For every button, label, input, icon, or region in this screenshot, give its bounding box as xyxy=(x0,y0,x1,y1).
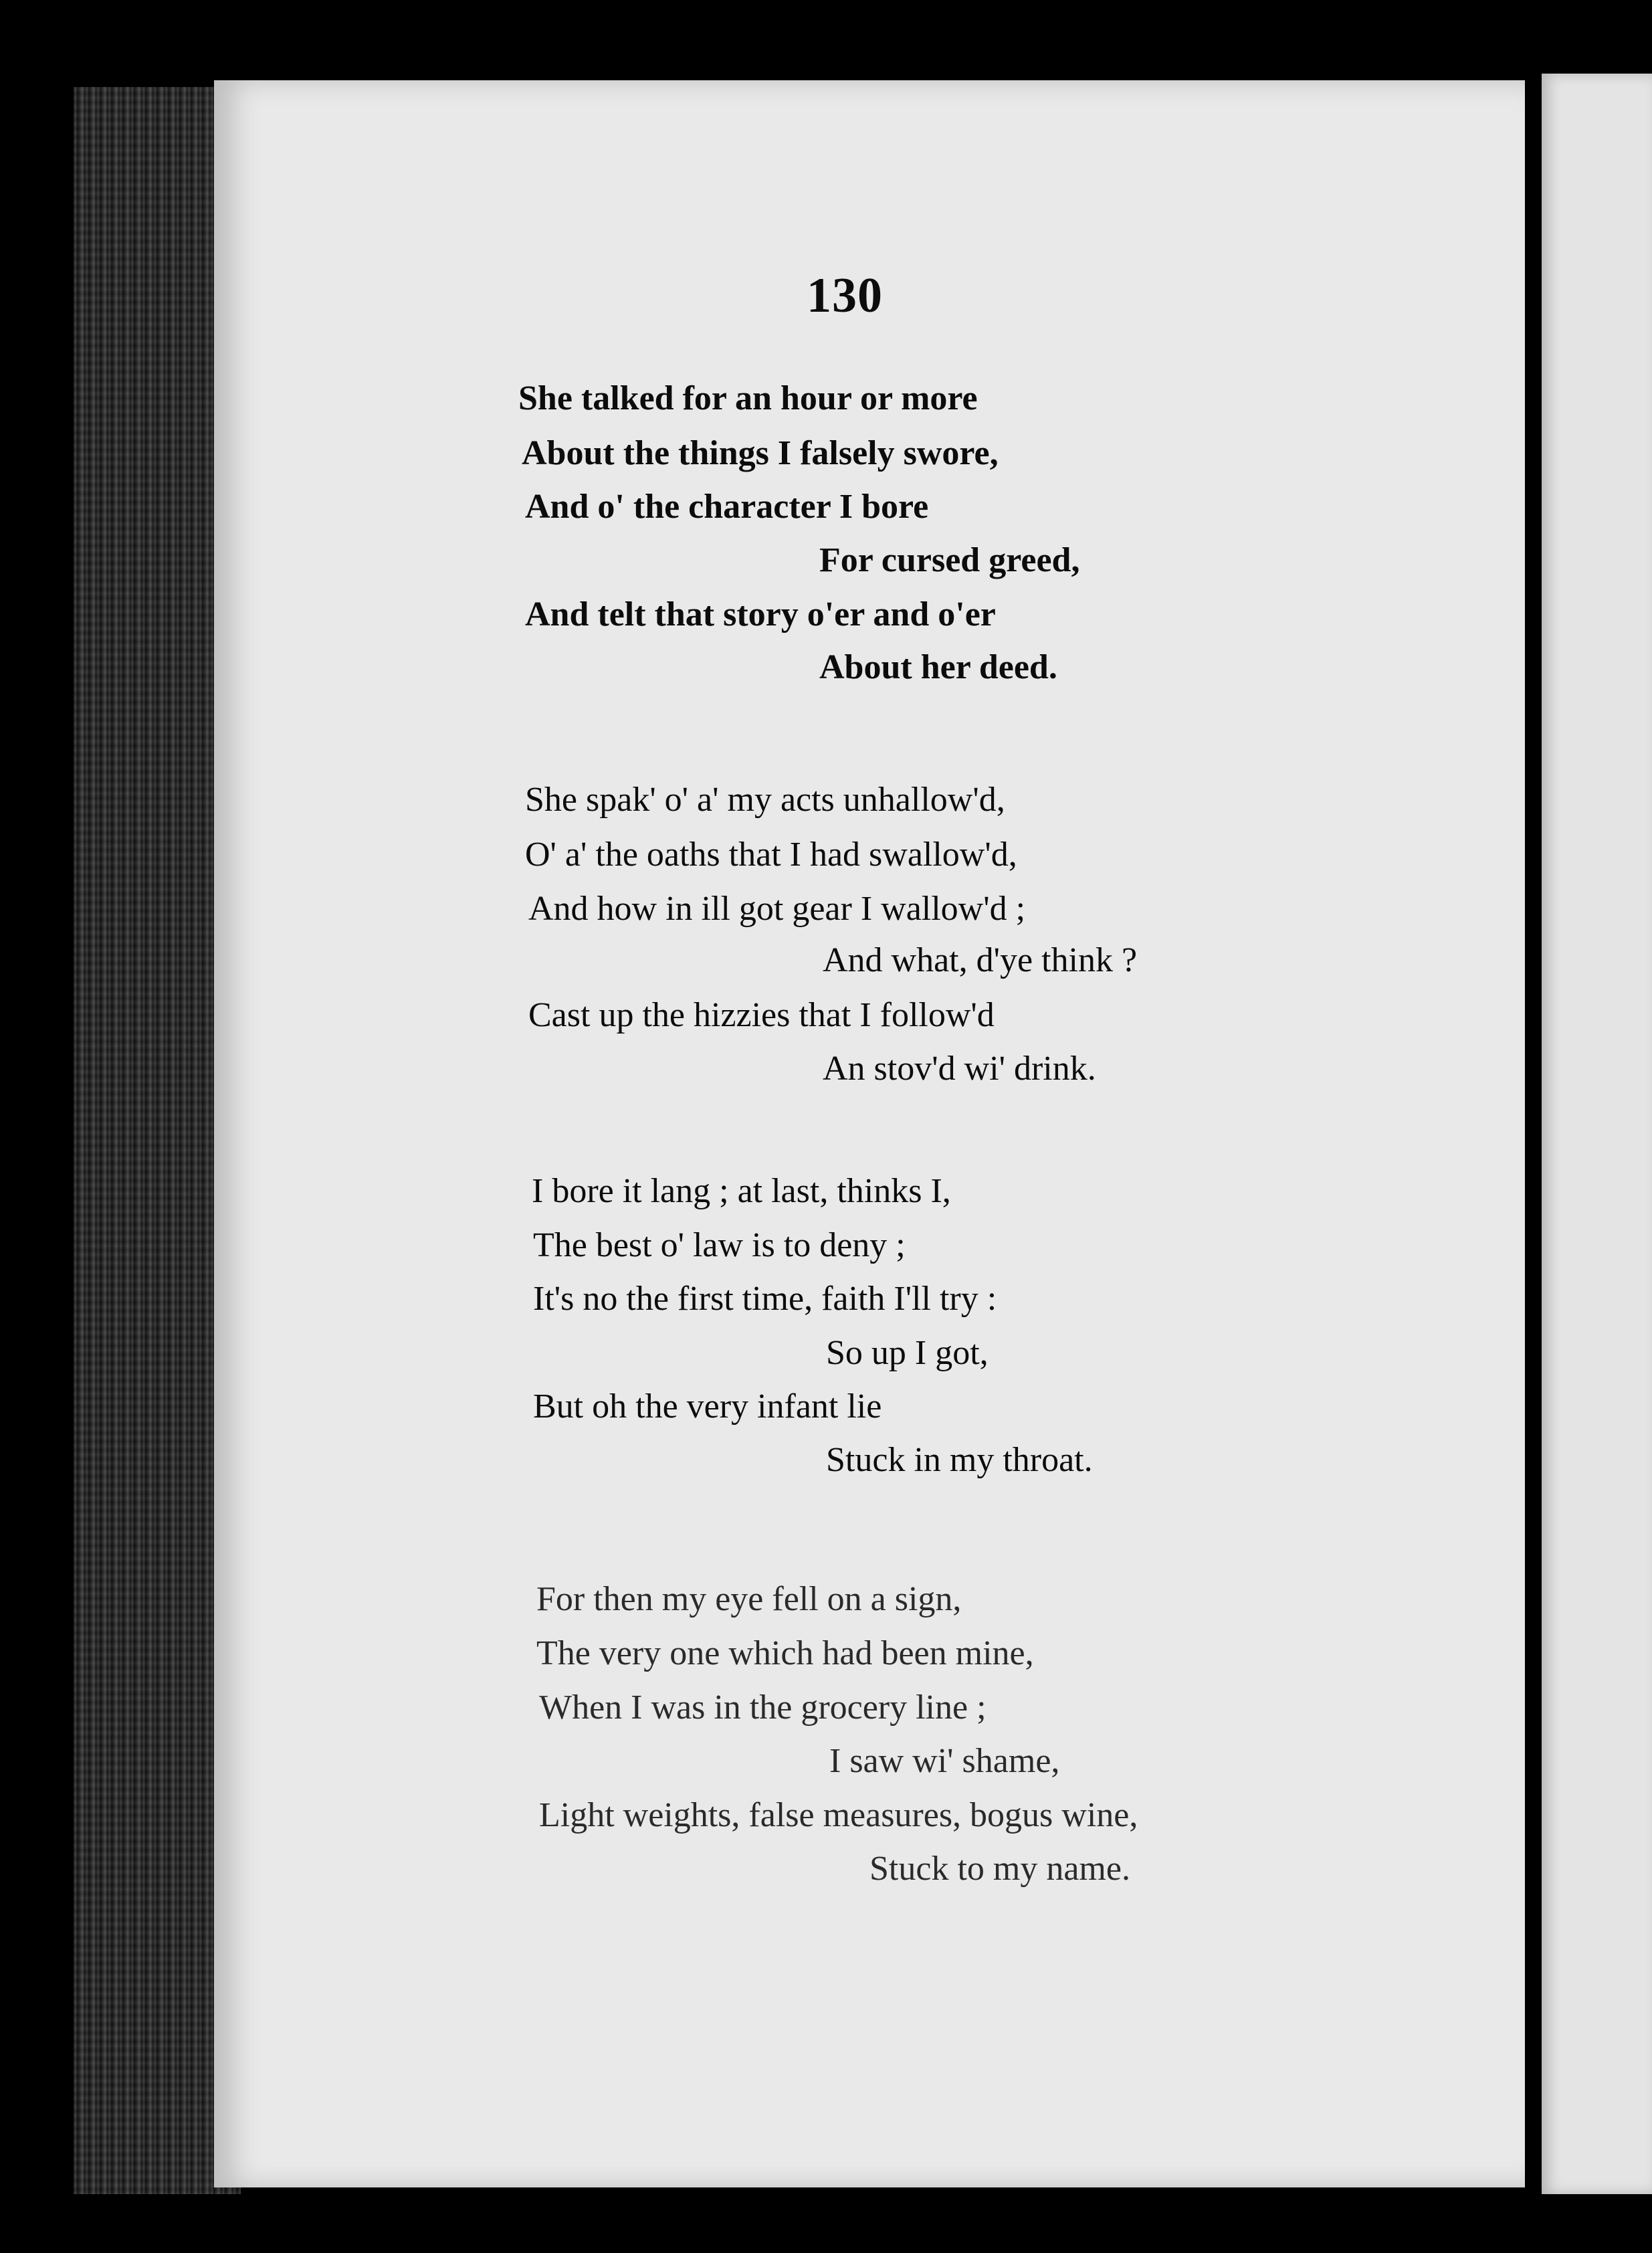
page-number: 130 xyxy=(807,268,883,323)
stanza-3-line-6: Stuck in my throat. xyxy=(826,1441,1093,1479)
stanza-2-line-6: An stov'd wi' drink. xyxy=(823,1050,1096,1088)
stanza-1-line-2: About the things I falsely swore, xyxy=(522,434,999,472)
stanza-3-line-4: So up I got, xyxy=(826,1334,989,1372)
stanza-4-line-5: Light weights, false measures, bogus wine, xyxy=(539,1796,1138,1834)
stanza-2-line-5: Cast up the hizzies that I follow'd xyxy=(528,996,995,1034)
facing-page-edge xyxy=(1542,74,1652,2194)
stanza-1-line-4: For cursed greed, xyxy=(819,541,1080,579)
stanza-3-line-1: I bore it lang ; at last, thinks I, xyxy=(532,1172,951,1210)
stanza-2-line-1: She spak' o' a' my acts unhallow'd, xyxy=(525,781,1005,819)
stanza-3-line-2: The best o' law is to deny ; xyxy=(533,1226,906,1264)
stanza-1-line-5: And telt that story o'er and o'er xyxy=(525,595,996,633)
stanza-4-line-4: I saw wi' shame, xyxy=(829,1742,1060,1780)
stanza-2-line-3: And how in ill got gear I wallow'd ; xyxy=(528,890,1026,928)
stanza-2-line-4: And what, d'ye think ? xyxy=(823,941,1138,979)
stanza-3-line-5: But oh the very infant lie xyxy=(533,1387,882,1426)
stanza-1-line-6: About her deed. xyxy=(819,648,1057,686)
stanza-1-line-1: She talked for an hour or more xyxy=(518,379,978,417)
stanza-4-line-2: The very one which had been mine, xyxy=(536,1634,1034,1672)
stanza-2-line-2: O' a' the oaths that I had swallow'd, xyxy=(525,836,1017,874)
stanza-4-line-3: When I was in the grocery line ; xyxy=(539,1688,987,1727)
stanza-4-line-1: For then my eye fell on a sign, xyxy=(536,1580,962,1618)
stanza-3-line-3: It's no the first time, faith I'll try : xyxy=(533,1280,997,1318)
stanza-4-line-6: Stuck to my name. xyxy=(869,1850,1130,1888)
stanza-1-line-3: And o' the character I bore xyxy=(525,488,929,526)
